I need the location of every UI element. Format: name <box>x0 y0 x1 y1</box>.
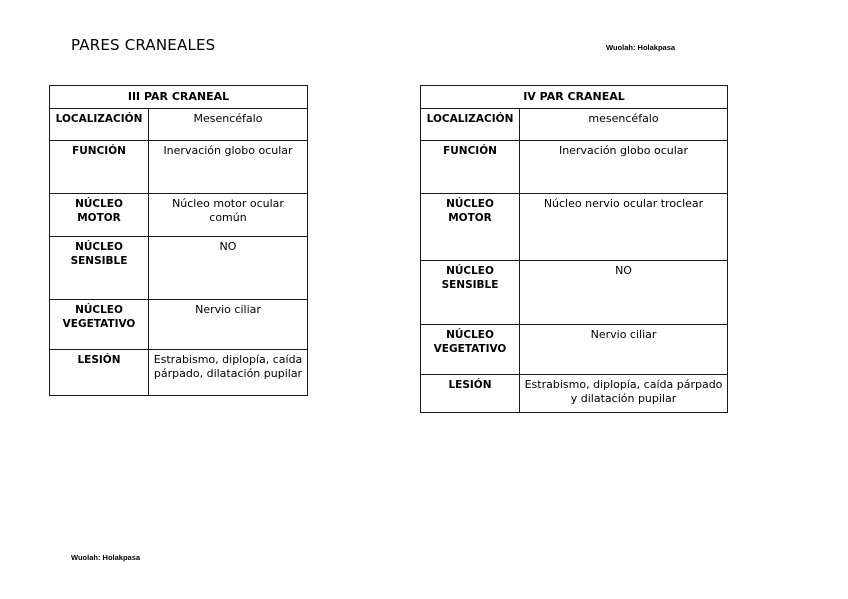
watermark-top: Wuolah: Holakpasa <box>606 43 676 52</box>
row-value-nucleo-motor: Núcleo motor ocular común <box>149 194 308 237</box>
table-row <box>421 375 728 413</box>
table-row <box>421 194 728 261</box>
row-label-localizacion: LOCALIZACIÓN <box>50 109 149 141</box>
table-iv-par-craneal <box>420 85 728 413</box>
row-label-nucleo-sensible: NÚCLEO SENSIBLE <box>50 237 149 300</box>
row-value-localizacion: mesencéfalo <box>520 109 728 141</box>
table-row <box>50 141 308 194</box>
table-row <box>421 261 728 325</box>
table-row <box>421 109 728 141</box>
table-row <box>50 237 308 300</box>
row-label-nucleo-motor: NÚCLEO MOTOR <box>50 194 149 237</box>
table-row <box>50 194 308 237</box>
row-value-localizacion: Mesencéfalo <box>149 109 308 141</box>
row-label-nucleo-sensible: NÚCLEO SENSIBLE <box>421 261 520 325</box>
row-value-funcion: Inervación globo ocular <box>149 141 308 194</box>
table-row <box>50 300 308 350</box>
table-row <box>421 325 728 375</box>
table-heading: IV PAR CRANEAL <box>421 86 728 109</box>
row-value-nucleo-vegetativo: Nervio ciliar <box>520 325 728 375</box>
table-heading: III PAR CRANEAL <box>50 86 308 109</box>
row-value-nucleo-sensible: NO <box>520 261 728 325</box>
table-row <box>421 141 728 194</box>
row-label-funcion: FUNCIÓN <box>421 141 520 194</box>
row-label-nucleo-vegetativo: NÚCLEO VEGETATIVO <box>421 325 520 375</box>
table-row <box>50 350 308 396</box>
table-iii-par-craneal <box>49 85 308 396</box>
row-label-nucleo-vegetativo: NÚCLEO VEGETATIVO <box>50 300 149 350</box>
row-value-nucleo-sensible: NO <box>149 237 308 300</box>
page-title: PARES CRANEALES <box>71 36 216 54</box>
row-value-nucleo-vegetativo: Nervio ciliar <box>149 300 308 350</box>
row-value-nucleo-motor: Núcleo nervio ocular troclear <box>520 194 728 261</box>
row-label-lesion: LESIÓN <box>50 350 149 396</box>
row-label-funcion: FUNCIÓN <box>50 141 149 194</box>
row-label-lesion: LESIÓN <box>421 375 520 413</box>
row-value-lesion: Estrabismo, diplopía, caída párpado, dilatación pupilar <box>149 350 308 396</box>
row-label-nucleo-motor: NÚCLEO MOTOR <box>421 194 520 261</box>
table-row <box>50 109 308 141</box>
row-value-funcion: Inervación globo ocular <box>520 141 728 194</box>
row-value-lesion: Estrabismo, diplopía, caída párpado y dilatación pupilar <box>520 375 728 413</box>
row-label-localizacion: LOCALIZACIÓN <box>421 109 520 141</box>
watermark-bottom: Wuolah: Holakpasa <box>71 553 141 562</box>
